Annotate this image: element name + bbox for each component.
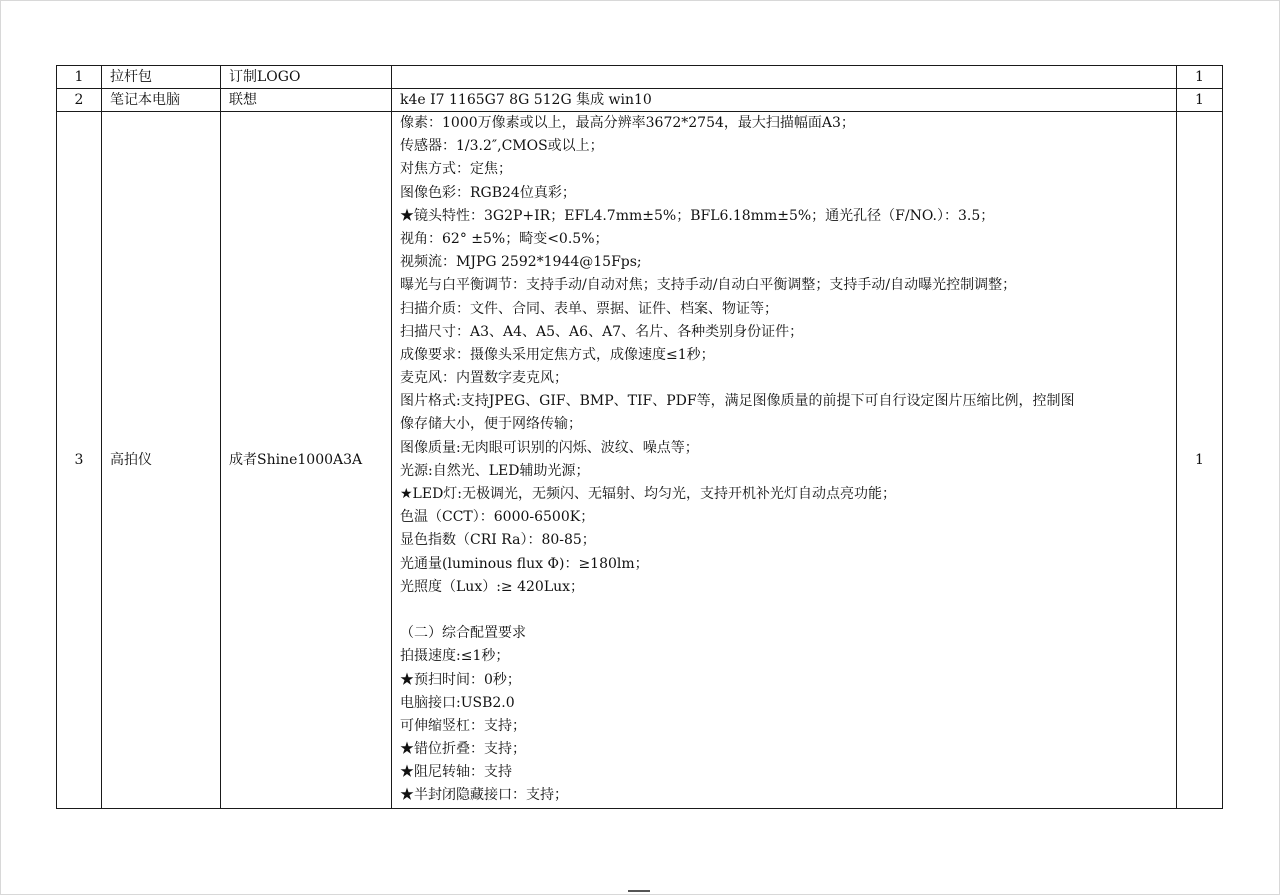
spec-line: 视频流：MJPG 2592*1944@15Fps; [400,254,642,271]
spec-line: 曝光与白平衡调节：支持手动/自动对焦；支持手动/自动白平衡调整；支持手动/自动曝光控制调整； [400,277,1017,294]
spec-line: 视角：62° ±5%；畸变<0.5%； [400,230,609,247]
spec-line: ★镜头特性：3G2P+IR；EFL4.7mm±5%；BFL6.18mm±5%；通光孔径（F/NO.）：3.5； [400,207,995,224]
spec-line: 可伸缩竖杠：支持； [400,717,526,734]
spec-line: 拍摄速度:≤1秒； [400,648,510,665]
item-qty: 1 [1177,66,1223,89]
spec-line: 像素：1000万像素或以上，最高分辨率3672*2754，最大扫描幅面A3； [400,115,855,131]
item-brand: 联想 [221,89,392,112]
spec-line: 扫描尺寸：A3、A4、A5、A6、A7、名片、各种类别身份证件； [400,323,804,340]
item-name: 拉杆包 [102,66,221,89]
table-row [57,66,1223,89]
spec-line: 光照度（Lux）:≥ 420Lux； [400,578,585,595]
table-row [57,89,1223,112]
spec-line: 成像要求：摄像头采用定焦方式，成像速度≤1秒； [400,346,715,363]
item-name: 笔记本电脑 [102,89,221,112]
spec-line: 光源:自然光、LED辅助光源； [400,462,590,479]
spec-line: 传感器：1/3.2″,CMOS或以上； [400,138,604,155]
spec-line: 显色指数（CRI Ra）：80-85； [400,532,596,549]
spec-line: 扫描介质：文件、合同、表单、票据、证件、档案、物证等； [400,300,778,317]
spec-line: 图片格式:支持JPEG、GIF、BMP、TIF、PDF等，满足图像质量的前提下可自行设定图片压缩比例，控制图 [400,393,1075,410]
spec-line: ★错位折叠：支持； [400,741,526,758]
spec-line: 对焦方式：定焦； [400,161,512,178]
item-brand: 订制LOGO [221,66,392,89]
item-name: 高拍仪 [102,112,221,809]
spec-line: ★半封闭隐藏接口：支持； [400,787,568,804]
item-spec-details [392,112,1177,809]
item-qty: 1 [1177,112,1223,809]
row-index: 1 [57,66,102,89]
spec-line: 色温（CCT）：6000-6500K； [400,509,595,526]
spec-line: 麦克风：内置数字麦克风； [400,370,568,387]
spec-section-heading: （二）综合配置要求 [400,625,526,642]
item-spec: k4e I7 1165G7 8G 512G 集成 win10 [392,89,1177,112]
spec-line: ★LED灯:无极调光，无频闪、无辐射、均匀光，支持开机补光灯自动点亮功能； [400,486,897,502]
spec-line: ★预扫时间：0秒； [400,671,521,688]
spec-line: 像存储大小，便于网络传输； [400,416,582,433]
page-bottom-mark [628,890,650,892]
spec-line: 图像质量:无肉眼可识别的闪烁、波纹、噪点等； [400,439,699,456]
item-spec [392,66,1177,89]
item-brand: 成者Shine1000A3A [221,112,392,809]
spec-line: 光通量(luminous flux Φ)：≥180lm； [400,555,649,572]
equipment-spec-table [56,65,1223,809]
spec-blank-line [400,599,1168,622]
item-qty: 1 [1177,89,1223,112]
row-index: 2 [57,89,102,112]
table-row [57,112,1223,809]
spec-line: 电脑接口:USB2.0 [400,694,515,711]
spec-line: ★阻尼转轴：支持 [400,764,512,781]
row-index: 3 [57,112,102,809]
spec-line: 图像色彩：RGB24位真彩； [400,184,576,201]
